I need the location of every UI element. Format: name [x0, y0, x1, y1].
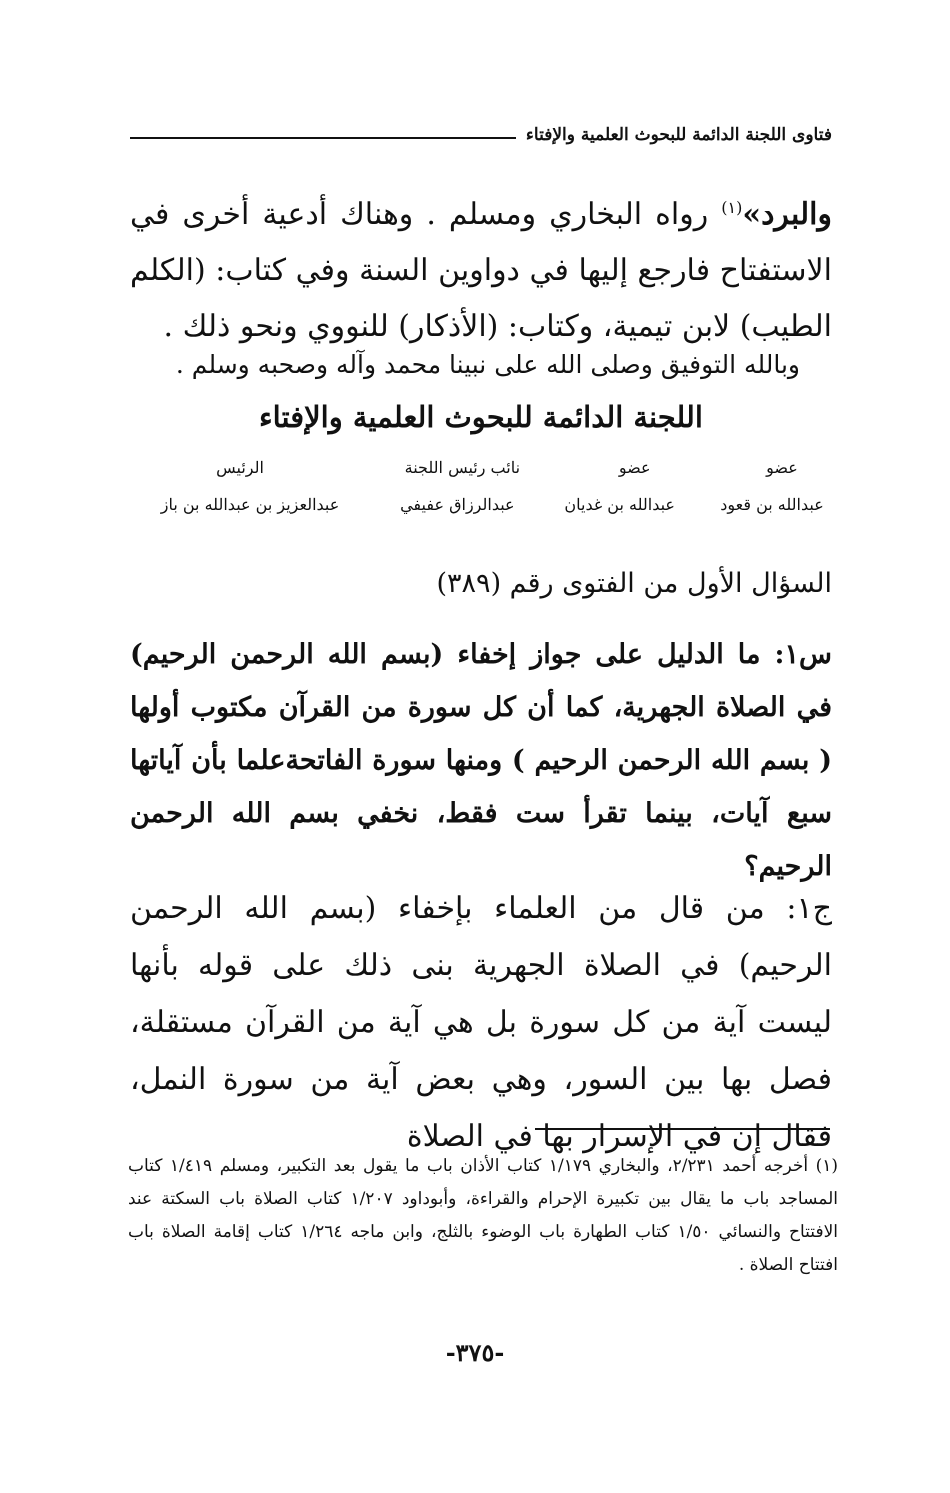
fatwa-number-heading: السؤال الأول من الفتوى رقم (٣٨٩)	[436, 568, 832, 599]
question-text: س١: ما الدليل على جواز إخفاء (بسم الله الرحمن الرحيم) في الصلاة الجهرية، كما أن كل سورة من القرآن مكتوب أولها ( بسم الله الرحمن الرحيم ) ومنها سورة الفاتحةعلما بأن آياتها سبع آيات، بينما تقرأ ست فقط، نخفي بسم الله الرحمن الرحيم؟	[130, 639, 832, 882]
footnote-text: (١) أخرجه أحمد ٢/٢٣١، والبخاري ١/١٧٩ كتاب الأذان باب ما يقول بعد التكبير، ومسلم ١/٤١٩ كتاب المساجد باب ما يقال بين تكبيرة الإحرام والقراءة، وأبوداود ١/٢٠٧ كتاب الصلاة باب السكتة عند الافتتاح والنسائي ١/٥٠ كتاب الطهارة باب الوضوء بالثلج، وابن ماجه ١/٢٦٤ كتاب إقامة الصلاة باب افتتاح الصلاة .	[128, 1156, 838, 1275]
signature-names-row	[140, 495, 832, 514]
signature-block	[140, 458, 832, 532]
signature-name: عبدالعزيز بن عبدالله بن باز	[160, 495, 340, 514]
signature-title: نائب رئيس اللجنة	[404, 458, 521, 477]
body-paragraph	[130, 180, 832, 355]
signature-title: عضو	[618, 458, 651, 477]
body-lead-bold: والبرد»	[742, 197, 832, 232]
signature-name: عبدالله بن غديان	[564, 495, 675, 514]
closing-prayer: وبالله التوفيق وصلى الله على نبينا محمد وآله وصحبه وسلم .	[175, 350, 800, 379]
signature-title: الرئيس	[216, 458, 264, 477]
header-rule	[130, 137, 516, 139]
signature-name: عبدالله بن قعود	[720, 495, 824, 514]
footnote-separator	[535, 1128, 830, 1130]
committee-heading: اللجنة الدائمة للبحوث العلمية والإفتاء	[259, 400, 703, 434]
signature-title: عضو	[766, 458, 798, 477]
running-header-title: فتاوى اللجنة الدائمة للبحوث العلمية والإفتاء	[525, 125, 832, 145]
running-header	[130, 118, 832, 152]
page-number: -٣٧٥-	[445, 1338, 505, 1367]
answer-text: ج١: من قال من العلماء بإخفاء (بسم الله الرحمن الرحيم) في الصلاة الجهرية بنى ذلك على قوله بأنها ليست آية من كل سورة بل هي آية من القرآن مستقلة، فصل بها بين السور، وهي بعض آية من سورة النمل، فقال إن في الإسرار بها في الصلاة	[130, 891, 832, 1154]
footnote-marker: (١)	[721, 198, 743, 217]
signature-name: عبدالرزاق عفيفي	[400, 495, 515, 514]
body-text: رواه البخاري ومسلم . وهناك أدعية أخرى في الاستفتاح فارجع إليها في دواوين السنة وفي كتاب: (الكلم الطيب) لابن تيمية، وكتاب: (الأذكار) للنووي ونحو ذلك .	[130, 197, 832, 344]
signature-titles-row	[140, 458, 832, 477]
